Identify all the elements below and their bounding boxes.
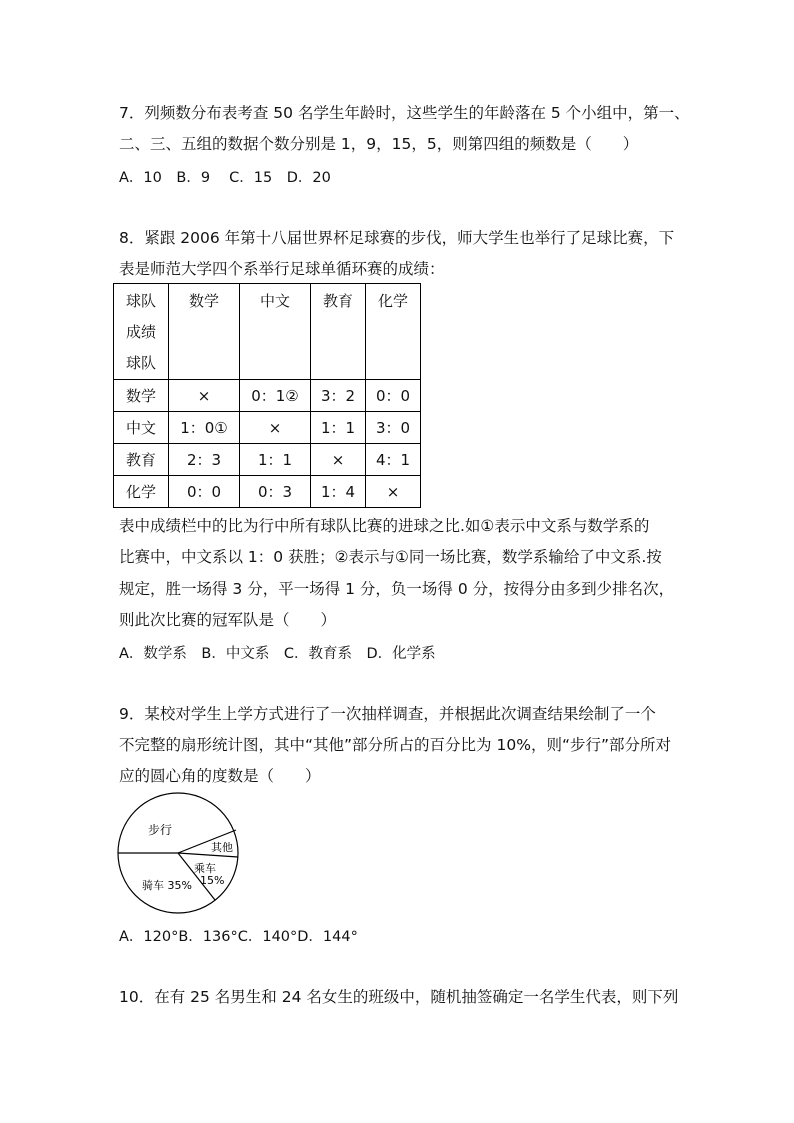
q8-after-line-1: 表中成绩栏中的比为行中所有球队比赛的进球之比.如①表示中文系与数学系的 (119, 517, 650, 535)
slice-value-bus: 15% (200, 874, 225, 887)
score-cell: 0：0 (169, 476, 240, 508)
q9-line-1: 9．某校对学生上学方式进行了一次抽样调查，并根据此次调查结果绘制了一个 (119, 705, 656, 723)
slice-label-walk: 步行 (148, 823, 173, 837)
header-cell: 数学 (169, 284, 240, 380)
score-cell: × (240, 412, 311, 444)
score-cell: 4：1 (366, 444, 421, 476)
table-row (114, 380, 421, 412)
header-cell: 化学 (366, 284, 421, 380)
q8-after-line-4: 则此次比赛的冠军队是（ ） (119, 611, 337, 629)
score-cell: 1：0① (169, 412, 240, 444)
row-team: 化学 (114, 476, 169, 508)
row-team: 数学 (114, 380, 169, 412)
score-cell: 0：1② (240, 380, 311, 412)
score-cell: × (311, 444, 366, 476)
slice-label-bus: 乘车 (194, 862, 216, 875)
q8-line-1: 8．紧跟 2006 年第十八届世界杯足球赛的步伐，师大学生也举行了足球比赛，下 (119, 229, 675, 247)
table-row (114, 412, 421, 444)
score-table (113, 283, 421, 508)
score-cell: × (169, 380, 240, 412)
q8-after-line-3: 规定，胜一场得 3 分，平一场得 1 分，负一场得 0 分，按得分由多到少排名次， (119, 580, 675, 598)
header-cell: 教育 (311, 284, 366, 380)
q8-line-2: 表是师范大学四个系举行足球单循环赛的成绩： (119, 260, 445, 278)
score-cell: 1：1 (311, 412, 366, 444)
q9-options: A．120°B．136°C．140°D．144° (119, 929, 358, 945)
slice-label-other: 其他 (211, 841, 233, 854)
corner-label-2: 成绩 (125, 323, 156, 341)
score-cell: × (366, 476, 421, 508)
q7-line-2: 二、三、五组的数据个数分别是 1，9，15，5，则第四组的频数是（ ） (119, 135, 639, 153)
score-cell: 3：0 (366, 412, 421, 444)
score-cell: 1：1 (240, 444, 311, 476)
score-cell: 0：0 (366, 380, 421, 412)
q8-after-line-2: 比赛中，中文系以 1：0 获胜；②表示与①同一场比赛，数学系输给了中文系.按 (119, 548, 662, 566)
q9-line-2: 不完整的扇形统计图，其中“其他”部分所占的百分比为 10%，则“步行”部分所对 (119, 736, 672, 754)
slice-label-bike: 骑车 35% (142, 879, 192, 892)
score-cell: 0：3 (240, 476, 311, 508)
q7-line-1: 7．列频数分布表考查 50 名学生年龄时，这些学生的年龄落在 5 个小组中，第一、 (119, 104, 690, 122)
q7-options: A．10 B．9 C．15 D．20 (119, 170, 331, 186)
corner-cell (114, 284, 169, 380)
table-row (114, 476, 421, 508)
corner-label-1: 球队 (125, 292, 156, 310)
row-team: 教育 (114, 444, 169, 476)
table-row (114, 444, 421, 476)
row-team: 中文 (114, 412, 169, 444)
score-cell: 1：4 (311, 476, 366, 508)
q10-line-1: 10．在有 25 名男生和 24 名女生的班级中，随机抽签确定一名学生代表，则下列 (119, 988, 679, 1006)
corner-label-3: 球队 (125, 354, 156, 372)
score-cell: 2：3 (169, 444, 240, 476)
q9-line-3: 应的圆心角的度数是（ ） (119, 767, 321, 785)
q8-options: A．数学系 B．中文系 C．教育系 D．化学系 (119, 646, 436, 662)
pie-chart (112, 790, 252, 920)
score-cell: 3：2 (311, 380, 366, 412)
header-cell: 中文 (240, 284, 311, 380)
